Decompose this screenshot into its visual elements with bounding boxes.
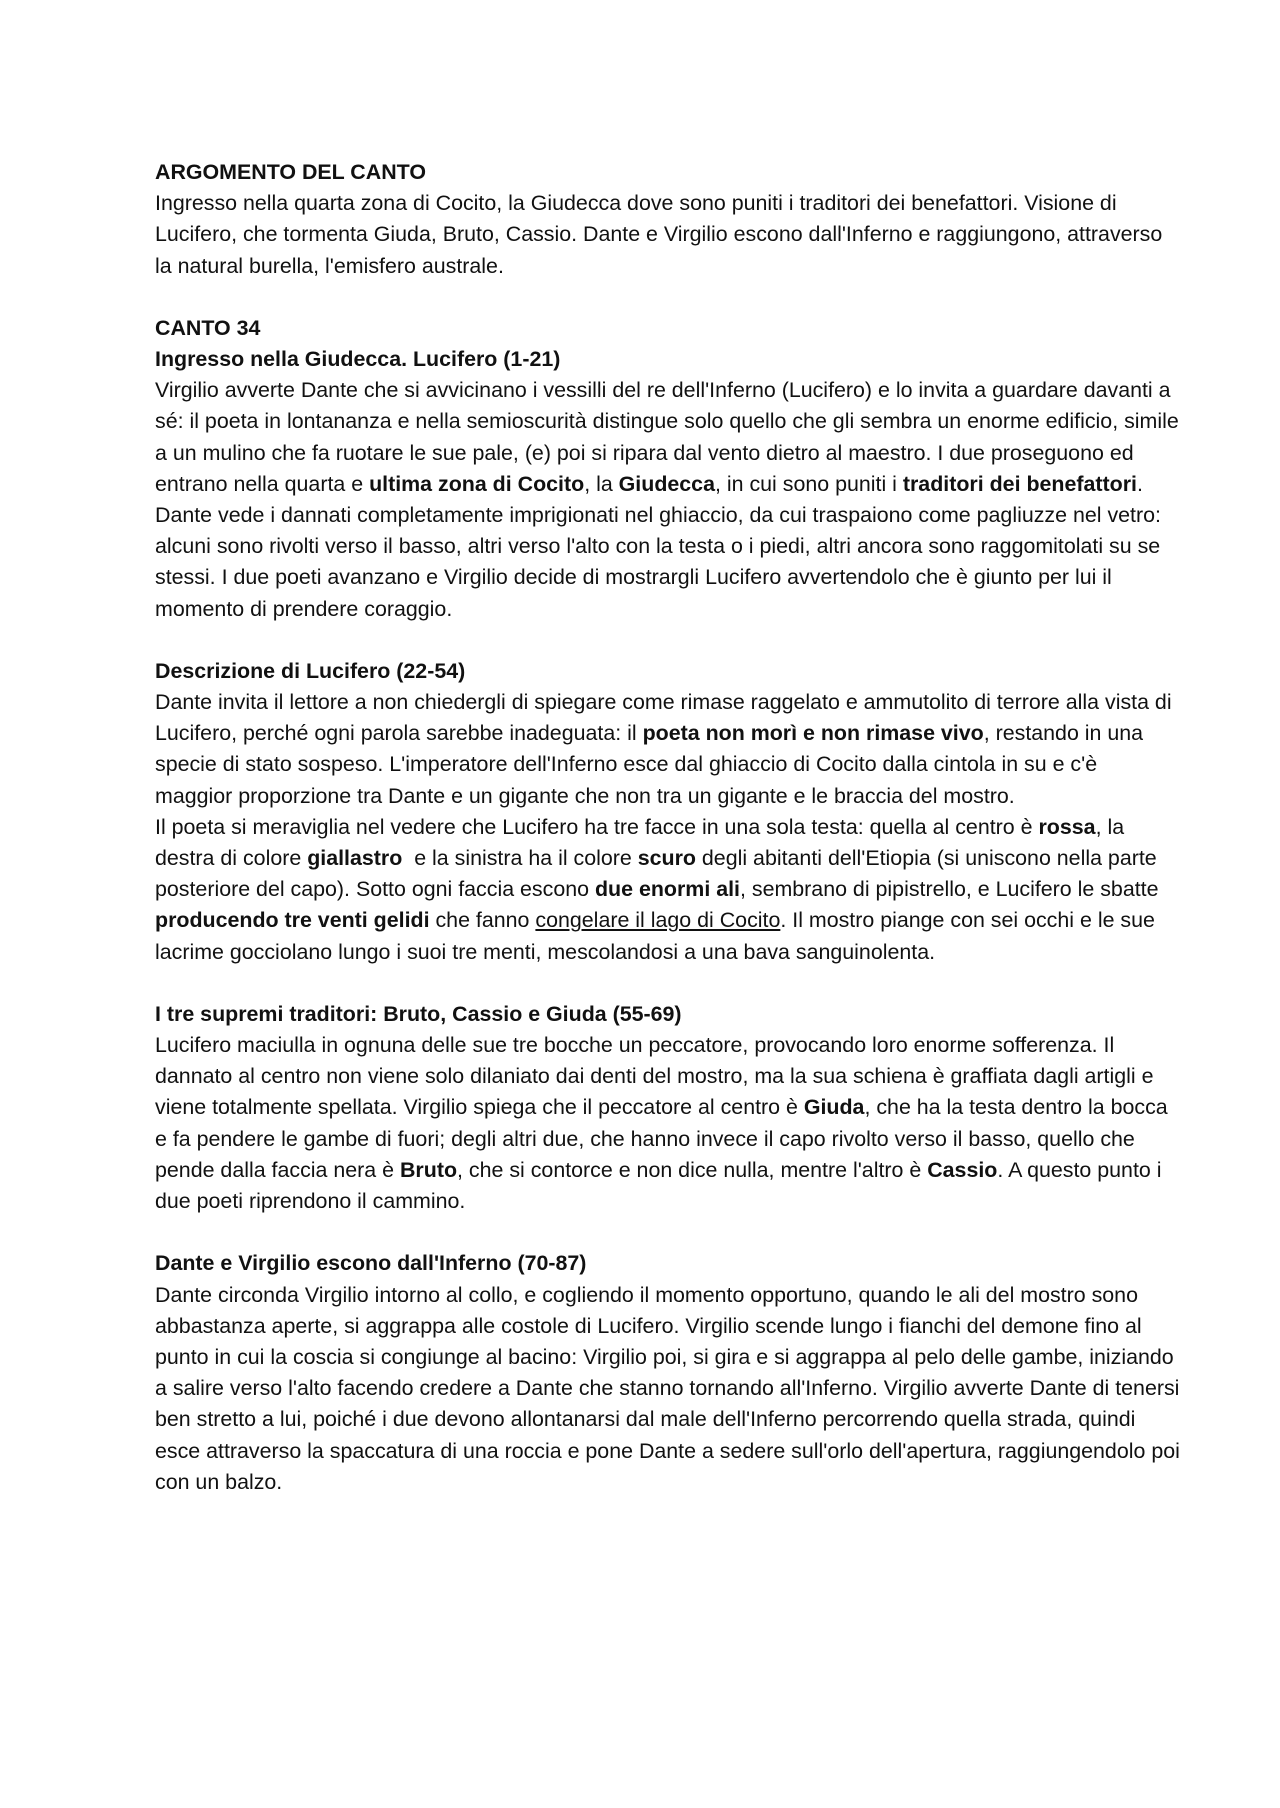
text-run: , in cui sono puniti i	[714, 471, 903, 496]
bold-run: scuro	[637, 846, 696, 871]
bold-run: producendo tre venti gelidi	[155, 908, 430, 933]
section-heading-lucifero: Descrizione di Lucifero (22-54)	[155, 658, 466, 683]
canto-section-4	[155, 1248, 1180, 1498]
bold-run: ultima zona di Cocito	[369, 471, 585, 496]
canto-section-1	[155, 313, 1180, 625]
canto-section-2	[155, 656, 1180, 968]
canto-section-3	[155, 999, 1180, 1217]
bold-run: traditori dei benefattori	[902, 471, 1137, 496]
text-run: , sembrano di pipistrello, e Lucifero le sbatte	[739, 877, 1159, 902]
section-text-traditori	[155, 1030, 1180, 1217]
text-run: degli abitanti dell'Etiopia (si uniscono nella parte posteriore del capo). Sotto ogni faccia escono	[155, 846, 1157, 902]
bold-run: Giuda	[803, 1095, 865, 1120]
text-run: Virgilio avverte Dante che si avvicinano i vessilli del re dell'Inferno (Lucifero) e lo invita a guardare davanti a sé: il poeta in lontananza e nella semioscurità distingue solo quello che gli sembra un enorme edificio, simile a un mulino che fa ruotare le sue pale, (e) poi si ripara dal vento dietro al maestro. I due proseguono ed entrano nella quarta e	[155, 378, 1179, 496]
section-heading-giudecca: Ingresso nella Giudecca. Lucifero (1-21)	[155, 347, 561, 372]
argomento-heading: ARGOMENTO DEL CANTO	[155, 160, 426, 184]
text-run: , la	[584, 471, 619, 496]
section-text-lucifero	[155, 687, 1180, 812]
text-run: che fanno	[429, 908, 536, 933]
section-text-lucifero-2	[155, 812, 1180, 968]
bold-run: Giudecca	[618, 471, 715, 496]
text-run: Lucifero maciulla in ognuna delle sue tre bocche un peccatore, provocando loro enorme sofferenza. Il dannato al centro non viene solo dilaniato dai denti del mostro, ma la sua schiena è graffiata dagli artigli e viene totalmente spellata. Virgilio spiega che il peccatore al centro è	[155, 1033, 1154, 1120]
bold-run: rossa	[1038, 814, 1096, 839]
text-run: , che ha la testa dentro la bocca e fa pendere le gambe di fuori; degli altri due, che hanno invece il capo rivolto verso il basso, quello che pende dalla faccia nera è	[155, 1095, 1168, 1182]
text-run: , che si contorce e non dice nulla, mentre l'altro è	[457, 1157, 928, 1182]
section-heading-uscita: Dante e Virgilio escono dall'Inferno (70-87)	[155, 1251, 587, 1276]
bold-run: giallastro	[307, 846, 403, 871]
text-run: Il poeta si meraviglia nel vedere che Lucifero ha tre facce in una sola testa: quella al centro è	[155, 814, 1039, 839]
text-run: . A questo punto i due poeti riprendono il cammino.	[155, 1157, 1162, 1214]
text-run: , la destra di colore	[155, 814, 1125, 871]
text-run: e la sinistra ha il colore	[402, 846, 638, 871]
bold-run: Cassio	[927, 1157, 998, 1182]
bold-run: due enormi ali	[594, 877, 740, 902]
argomento-text: Ingresso nella quarta zona di Cocito, la Giudecca dove sono puniti i traditori dei benefattori. Visione di Lucifero, che tormenta Giuda, Bruto, Cassio. Dante e Virgilio escono dall'Inferno e raggiungono, attraverso la natural burella, l'emisfero australe.	[155, 191, 1163, 278]
section-text-uscita: Dante circonda Virgilio intorno al collo, e cogliendo il momento opportuno, quando le ali del mostro sono abbastanza aperte, si aggrappa alle costole di Lucifero. Virgilio scende lungo i fianchi del demone fino al punto in cui la coscia si congiunge al bacino: Virgilio poi, si gira e si aggrappa al pelo delle gambe, iniziando a salire verso l'alto facendo credere a Dante che stanno tornando all'Inferno. Virgilio avverte Dante di tenersi ben stretto a lui, poiché i due devono allontanarsi dal male dell'Inferno percorrendo quella strada, quindi esce attraverso la spaccatura di una roccia e pone Dante a sedere sull'orlo dell'apertura, raggiungendolo poi con un balzo.	[155, 1282, 1180, 1494]
bold-run: Bruto	[399, 1157, 458, 1182]
argomento-section	[155, 157, 1180, 282]
section-heading-traditori: I tre supremi traditori: Bruto, Cassio e Giuda (55-69)	[155, 1001, 682, 1026]
text-run: , restando in una specie di stato sospeso. L'imperatore dell'Inferno esce dal ghiaccio di Cocito dalla cintola in su e c'è maggior proporzione tra Dante e un gigante che non tra un gigante e le braccia del mostro.	[155, 721, 1144, 808]
bold-run: poeta non morì e non rimase vivo	[642, 721, 984, 746]
canto-title: CANTO 34	[155, 315, 261, 340]
text-run: . Il mostro piange con sei occhi e le sue lacrime gocciolano lungo i suoi tre menti, mescolandosi a una bava sanguinolenta.	[155, 908, 1155, 964]
text-run: Dante invita il lettore a non chiedergli di spiegare come rimase raggelato e ammutolito di terrore alla vista di Lucifero, perché ogni parola sarebbe inadeguata: il	[155, 690, 1172, 746]
text-run: . Dante vede i dannati completamente imprigionati nel ghiaccio, da cui traspaiono come pagliuzze nel vetro: alcuni sono rivolti verso il basso, altri verso l'alto con la testa o i piedi, altri ancora sono raggomitolati su se stessi. I due poeti avanzano e Virgilio decide di mostrargli Lucifero avvertendolo che è giunto per lui il momento di prendere coraggio.	[155, 471, 1161, 621]
section-text-giudecca	[155, 375, 1180, 625]
underlined-run: congelare il lago di Cocito	[535, 908, 781, 933]
